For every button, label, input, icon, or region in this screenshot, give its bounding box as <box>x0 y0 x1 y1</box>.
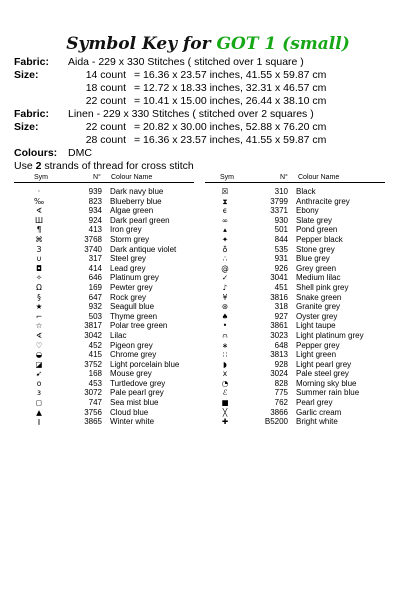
dmc-number: 503 <box>88 311 102 321</box>
list-item <box>32 235 202 245</box>
list-item <box>32 293 202 303</box>
dmc-number: 3371 <box>270 206 288 216</box>
fabric-text: Linen - 229 x 330 Stitches ( stitched over 2 squares ) <box>68 108 314 120</box>
dmc-number: 310 <box>274 187 288 196</box>
colour-name: Pond green <box>296 225 338 235</box>
size-row <box>14 134 326 147</box>
dmc-number: B5200 <box>264 417 288 427</box>
dmc-number: 932 <box>88 302 102 312</box>
dmc-number: 3817 <box>84 321 102 331</box>
header-sym: Sym <box>34 174 48 181</box>
symbol-icon: ▲ <box>36 407 42 417</box>
colour-name: Lead grey <box>110 263 146 273</box>
colour-name: Mouse grey <box>110 369 152 379</box>
colour-name: Shell pink grey <box>296 282 349 292</box>
symbol-icon: ∷ <box>222 350 228 360</box>
dmc-number: 646 <box>88 273 102 283</box>
header-sym: Sym <box>220 174 234 181</box>
symbol-icon: ♠ <box>221 311 229 321</box>
dmc-number: 535 <box>274 244 288 254</box>
size-value: = 20.82 x 30.00 inches, 52.88 x 76.20 cm <box>134 121 327 133</box>
list-item <box>218 216 388 226</box>
size-label: Size: <box>14 121 39 133</box>
colour-name: Medium lilac <box>296 273 341 283</box>
colour-name: Lilac <box>110 330 127 340</box>
dmc-number: 318 <box>274 302 288 312</box>
colour-name: Light pearl grey <box>296 359 352 369</box>
list-item <box>32 302 202 312</box>
dmc-number: 747 <box>88 398 102 408</box>
dmc-number: 3023 <box>270 330 288 340</box>
symbol-icon: x <box>222 369 228 379</box>
pattern-name: GOT 1 (small) <box>216 34 350 54</box>
list-item <box>32 379 202 389</box>
colour-name: Pale steel grey <box>296 369 349 379</box>
colour-name: Seagull blue <box>110 302 155 312</box>
size-count: 18 count <box>85 82 126 94</box>
dmc-number: 844 <box>274 234 288 244</box>
thread-note <box>14 160 194 173</box>
list-item <box>218 254 388 264</box>
fabric-label: Fabric: <box>14 56 50 68</box>
symbol-icon: ★ <box>35 302 43 312</box>
symbol-icon: ◔ <box>221 378 229 388</box>
colour-name: Oyster grey <box>296 311 338 321</box>
right-key-list <box>218 187 388 427</box>
colour-name: Blueberry blue <box>110 196 162 206</box>
symbol-icon: ¥ <box>222 292 228 302</box>
list-item <box>32 312 202 322</box>
dmc-number: 169 <box>88 282 102 292</box>
symbol-icon: ◪ <box>35 359 43 369</box>
dmc-number: 317 <box>88 254 102 264</box>
list-item <box>32 360 202 370</box>
colour-name: Light taupe <box>296 321 336 331</box>
symbol-icon: ∢ <box>35 206 43 216</box>
dmc-number: 168 <box>88 369 102 379</box>
header-num: N° <box>93 174 101 181</box>
dmc-number: 648 <box>274 340 288 350</box>
symbol-icon: ➹ <box>35 369 43 379</box>
symbol-icon: ◘ <box>36 263 42 273</box>
colour-name: Bright white <box>296 417 338 427</box>
colour-name: Light platinum grey <box>296 330 364 340</box>
list-item <box>218 302 388 312</box>
symbol-icon: ♁ <box>222 244 228 254</box>
dmc-number: 927 <box>274 311 288 321</box>
dmc-number: 3041 <box>270 273 288 283</box>
colours-row <box>14 147 92 160</box>
header-num: N° <box>280 174 288 181</box>
colour-name: Pepper black <box>296 234 343 244</box>
colour-name: Stone grey <box>296 244 335 254</box>
symbol-icon: ✚ <box>221 417 229 427</box>
symbol-icon: ✧ <box>35 273 43 283</box>
symbol-icon: ⫾ <box>37 417 41 427</box>
symbol-icon: ∢ <box>35 330 43 340</box>
symbol-icon: ◗ <box>223 359 227 369</box>
thread-prefix: Use <box>14 160 33 172</box>
colour-name: Morning sky blue <box>296 378 357 388</box>
list-item <box>32 341 202 351</box>
list-item <box>218 369 388 379</box>
dmc-number: 3866 <box>270 407 288 417</box>
symbol-icon: • <box>222 321 228 331</box>
dmc-number: 3756 <box>84 407 102 417</box>
dmc-number: 3024 <box>270 369 288 379</box>
size-value: = 16.36 x 23.57 inches, 41.55 x 59.87 cm <box>134 134 327 146</box>
fabric-aida <box>14 56 304 69</box>
symbol-icon: з <box>37 388 41 398</box>
list-item <box>218 293 388 303</box>
size-count: 22 count <box>85 121 126 133</box>
dmc-number: 414 <box>88 263 102 273</box>
symbol-icon: ⊛ <box>221 302 229 312</box>
symbol-icon: ‰ <box>33 196 45 206</box>
size-label: Size: <box>14 69 39 81</box>
symbol-icon: Ш <box>34 215 44 225</box>
list-item <box>32 264 202 274</box>
dmc-number: 3861 <box>270 321 288 331</box>
colour-name: Rock grey <box>110 292 147 302</box>
list-item <box>32 369 202 379</box>
symbol-icon: · <box>37 187 41 196</box>
list-item <box>32 273 202 283</box>
colour-name: Blue grey <box>296 254 330 264</box>
colour-name: Pearl grey <box>296 398 333 408</box>
symbol-icon: ◒ <box>35 350 43 360</box>
list-item <box>218 321 388 331</box>
dmc-number: 926 <box>274 263 288 273</box>
symbol-icon: ☒ <box>221 187 229 196</box>
title-prefix: Symbol Key for <box>66 34 211 54</box>
header-name: Colour Name <box>298 174 340 181</box>
symbol-icon: ∗ <box>221 340 229 350</box>
size-count: 22 count <box>85 95 126 107</box>
list-item <box>218 408 388 418</box>
list-item <box>218 341 388 351</box>
symbol-icon: Ω <box>36 282 42 292</box>
dmc-number: 647 <box>88 292 102 302</box>
list-item <box>32 283 202 293</box>
colour-name: Sea mist blue <box>110 398 159 408</box>
dmc-number: 3768 <box>84 234 102 244</box>
colour-name: Anthracite grey <box>296 196 350 206</box>
colour-name: Dark navy blue <box>110 187 164 196</box>
dmc-number: 451 <box>274 282 288 292</box>
colour-name: Steel grey <box>110 254 147 264</box>
list-item <box>32 206 202 216</box>
dmc-number: 3816 <box>270 292 288 302</box>
dmc-number: 413 <box>88 225 102 235</box>
dmc-number: 453 <box>88 378 102 388</box>
symbol-icon: ⌐ <box>35 311 43 321</box>
symbol-icon: o <box>36 378 42 388</box>
list-item <box>32 350 202 360</box>
colour-name: Light porcelain blue <box>110 359 180 369</box>
symbol-icon: ✦ <box>221 234 229 244</box>
list-item <box>32 398 202 408</box>
dmc-number: 928 <box>274 359 288 369</box>
symbol-icon: ⧗ <box>222 196 228 206</box>
size-value: = 16.36 x 23.57 inches, 41.55 x 59.87 cm <box>134 69 327 81</box>
symbol-icon: ∞ <box>221 215 229 225</box>
list-item <box>32 216 202 226</box>
list-item <box>32 331 202 341</box>
list-item <box>32 408 202 418</box>
colour-name: Grey green <box>296 263 337 273</box>
dmc-number: 934 <box>88 206 102 216</box>
list-item <box>218 245 388 255</box>
size-count: 28 count <box>85 134 126 146</box>
colour-name: Thyme green <box>110 311 158 321</box>
symbol-icon: ╳ <box>222 407 228 417</box>
fabric-text: Aida - 229 x 330 Stitches ( stitched over 1 square ) <box>68 56 304 68</box>
symbol-icon: ∴ <box>222 254 228 264</box>
colour-name: Summer rain blue <box>296 388 360 398</box>
size-row <box>14 82 326 95</box>
dmc-number: 939 <box>88 187 102 196</box>
colour-name: Algae green <box>110 206 154 216</box>
size-count: 14 count <box>85 69 126 81</box>
header-name: Colour Name <box>111 174 153 181</box>
size-row <box>14 69 326 82</box>
symbol-icon: ▴ <box>223 225 227 235</box>
dmc-number: 828 <box>274 378 288 388</box>
symbol-icon: ✓ <box>221 273 229 283</box>
size-row <box>14 95 326 108</box>
symbol-icon: ∪ <box>36 254 42 264</box>
list-item <box>218 283 388 293</box>
dmc-number: 3072 <box>84 388 102 398</box>
colour-name: Dark antique violet <box>110 244 177 254</box>
colour-name: Slate grey <box>296 215 333 225</box>
list-item <box>218 312 388 322</box>
colour-name: Light green <box>296 350 337 360</box>
list-item <box>218 398 388 408</box>
list-item <box>32 245 202 255</box>
symbol-icon: § <box>37 292 41 302</box>
dmc-number: 762 <box>274 398 288 408</box>
colour-name: Pewter grey <box>110 282 153 292</box>
list-item <box>218 331 388 341</box>
dmc-number: 823 <box>88 196 102 206</box>
size-value: = 10.41 x 15.00 inches, 26.44 x 38.10 cm <box>134 95 327 107</box>
list-item <box>218 417 388 427</box>
colour-name: Winter white <box>110 417 155 427</box>
symbol-icon: ℰ <box>222 388 228 398</box>
list-item <box>32 321 202 331</box>
thread-suffix: strands of thread for cross stitch <box>44 160 194 172</box>
list-item <box>32 417 202 427</box>
colour-name: Chrome grey <box>110 350 157 360</box>
dmc-number: 3813 <box>270 350 288 360</box>
symbol-icon: ☆ <box>35 321 43 331</box>
symbol-icon: ◻ <box>35 398 43 408</box>
dmc-number: 924 <box>88 215 102 225</box>
colour-name: Platinum grey <box>110 273 159 283</box>
list-item <box>32 388 202 398</box>
dmc-number: 930 <box>274 215 288 225</box>
symbol-icon: З <box>36 244 42 254</box>
dmc-number: 775 <box>274 388 288 398</box>
dmc-number: 452 <box>88 340 102 350</box>
colour-name: Polar tree green <box>110 321 168 331</box>
symbol-icon: ⩀ <box>222 330 228 340</box>
dmc-number: 3740 <box>84 244 102 254</box>
list-item <box>218 206 388 216</box>
list-item <box>32 197 202 207</box>
colour-name: Turtledove grey <box>110 378 166 388</box>
colour-name: Cloud blue <box>110 407 149 417</box>
list-item <box>32 187 202 197</box>
colour-name: Granite grey <box>296 302 341 312</box>
symbol-icon: ♡ <box>35 340 43 350</box>
symbol-icon: ■ <box>221 398 229 408</box>
list-item <box>32 254 202 264</box>
header-divider <box>14 182 194 183</box>
list-item <box>218 350 388 360</box>
dmc-number: 931 <box>274 254 288 264</box>
symbol-icon: ♪ <box>222 282 228 292</box>
list-item <box>218 235 388 245</box>
colour-name: Black <box>296 187 316 196</box>
size-value: = 12.72 x 18.33 inches, 32.31 x 46.57 cm <box>134 82 327 94</box>
left-key-list <box>32 187 202 427</box>
colour-name: Pepper grey <box>296 340 340 350</box>
dmc-number: 3865 <box>84 417 102 427</box>
symbol-icon: @ <box>221 263 229 273</box>
symbol-icon: ϵ <box>222 206 228 216</box>
colour-name: Garlic cream <box>296 407 342 417</box>
colour-name: Storm grey <box>110 234 150 244</box>
list-item <box>218 388 388 398</box>
colour-name: Ebony <box>296 206 319 216</box>
colour-name: Snake green <box>296 292 342 302</box>
symbol-icon: ¶ <box>36 225 42 235</box>
colour-name: Pale pearl grey <box>110 388 164 398</box>
list-item <box>218 264 388 274</box>
symbol-icon: ⌘ <box>35 234 43 244</box>
page-title <box>0 34 416 54</box>
dmc-number: 3752 <box>84 359 102 369</box>
list-item <box>218 187 388 197</box>
colour-name: Iron grey <box>110 225 142 235</box>
list-item <box>32 225 202 235</box>
dmc-number: 501 <box>274 225 288 235</box>
dmc-number: 415 <box>88 350 102 360</box>
colours-label: Colours: <box>14 147 58 159</box>
thread-count: 2 <box>35 160 42 172</box>
dmc-number: 3042 <box>84 330 102 340</box>
list-item <box>218 273 388 283</box>
list-item <box>218 379 388 389</box>
fabric-label: Fabric: <box>14 108 50 120</box>
fabric-linen <box>14 108 314 121</box>
list-item <box>218 225 388 235</box>
dmc-number: 3799 <box>270 196 288 206</box>
list-item <box>218 360 388 370</box>
colour-name: Dark pearl green <box>110 215 170 225</box>
colour-name: Pigeon grey <box>110 340 153 350</box>
list-item <box>218 197 388 207</box>
size-row <box>14 121 326 134</box>
colours-value: DMC <box>68 147 92 159</box>
header-divider <box>205 182 385 183</box>
